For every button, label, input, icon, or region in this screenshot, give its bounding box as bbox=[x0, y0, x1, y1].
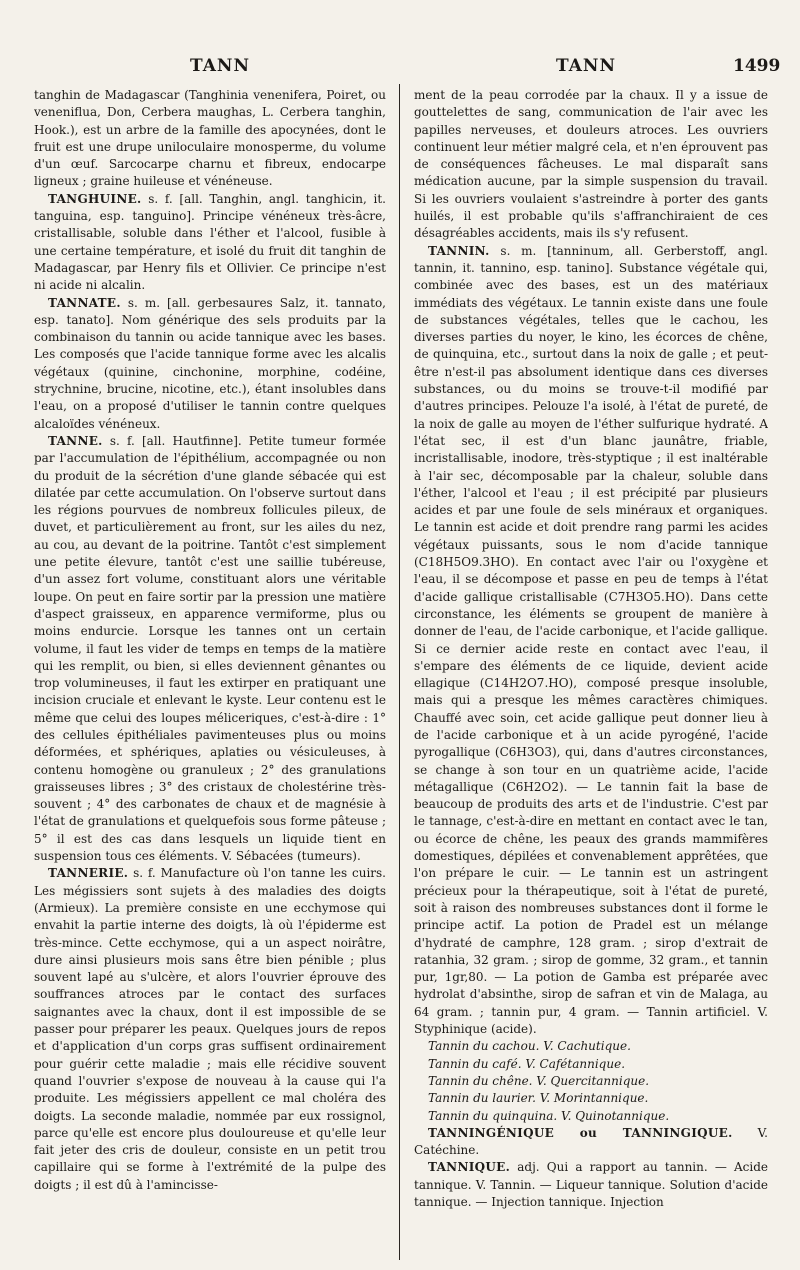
entry-text: s. f. [all. Tanghin, angl. tanghicin, it. tanguina, esp. tanguino]. Principe vénéneux très-âcre, cristallisable, soluble dans l'éther et l'alcool, fusible à une certaine température, et isolé du fruit dit tanghin de Madagascar, par Henry fils et Ollivier. Ce principe n'est ni acide ni alcalin. bbox=[34, 191, 386, 293]
continued-text: tanghin de Madagascar (Tanghinia venenifera, Poiret, ou veneniflua, Don, Cerbera maughas, L. Cerbera tanghin, Hook.), est un arbre de la famille des apocynées, dont le fruit est une drupe uniloculaire monosperme, du volume d'un œuf. Sarcocarpe charnu et fibreux, endocarpe ligneux ; graine huileuse et vénéneuse. bbox=[34, 88, 386, 189]
entry-text: s. f. Manufacture où l'on tanne les cuirs. Les mégissiers sont sujets à des maladies des doigts (Armieux). La première consiste en une ecchymose qui envahit la partie interne des doigts, là où l'épiderme est très-mince. Cette ecchymose, qui a un aspect noirâtre, dure ainsi plusieurs mois sans être bien pénible ; plus souvent lapé au s'ulcère, et alors l'ouvrier éprouve des souffrances atroces par le contact des surfaces saignantes avec la chaux, dont il est impossible de se passer pour préparer les peaux. Quelques jours de repos et d'application d'un corps gras suffisent ordinairement pour guérir cette maladie ; mais elle récidive souvent quand l'ouvrier s'expose de nouveau à la cause qui l'a produite. Les mégissiers appellent ce mal choléra des doigts. La seconde maladie, nommée par eux rossignol, parce qu'elle est encore plus douloureuse et qu'elle leur fait jeter des cris de douleur, consiste en un petit trou capillaire qui se forme à l'extrémité de la pulpe des doigts ; il est dû à l'amincisse- bbox=[34, 866, 386, 1192]
continued-text: ment de la peau corrodée par la chaux. Il y a issue de gouttelettes de sang, communication de l'air avec les papilles nerveuses, et douleurs atroces. Les ouvriers continuent leur métier malgré cela, et n'en éprouvent pas de conséquences fâcheuses. Le mal disparaît sans médication aucune, par la simple suspension du travail. Si les ouvriers voulaient s'astreindre à porter des gants huilés, il est probable qu'ils s'affranchiraient de ces désagréables accidents, mais ils s'y refusent. bbox=[414, 88, 768, 241]
column-divider bbox=[399, 84, 400, 1260]
dictionary-entry bbox=[34, 433, 386, 865]
entry-headword: TANNINGÉNIQUE ou TANNINGIQUE. bbox=[428, 1125, 733, 1140]
dictionary-entry bbox=[414, 1159, 768, 1211]
page-number: 1499 bbox=[733, 56, 781, 76]
entry-text: s. m. [all. gerbesaures Salz, it. tannato, esp. tanato]. Nom générique des sels produits par la combinaison du tannin ou acide tannique avec les bases. Les composés que l'acide tannique forme avec les alcalis végétaux (quinine, cinchonine, morphine, codéine, strychnine, brucine, nicotine, etc.), étant insolubles dans l'eau, on a proposé d'utiliser le tannin contre quelques alcaloïdes vénéneux. bbox=[34, 295, 386, 431]
dictionary-entry bbox=[414, 243, 768, 1039]
entry-text: s. m. [tanninum, all. Gerberstoff, angl. tannin, it. tannino, esp. tanino]. Substance végétale qui, combinée avec des bases, est un des matériaux immédiats des végétaux. Le tannin existe dans une foule de substances végétales, telles que le cachou, les diverses parties du noyer, le kino, les écorces de chêne, de quinquina, etc., surtout dans la noix de galle ; et peut-être n'est-il pas absolument identique dans ces diverses substances, ou du moins se trouve-t-il modifié par d'autres principes. Pelouze l'a isolé, à l'état de pureté, de la noix de galle au moyen de l'éther sulfurique hydraté. A l'état sec, il est d'un blanc jaunâtre, friable, incristallisable, inodore, très-styptique ; il est inaltérable à l'air sec, décomposable par la chaleur, soluble dans l'éther, l'alcool et l'eau ; il est précipité par plusieurs acides et par une foule de sels minéraux et organiques. Le tannin est acide et doit prendre rang parmi les acides végétaux puissants, sous le nom d'acide tannique (C18H5O9.3HO). En contact avec l'air ou l'oxygène et l'eau, il se décompose et passe en peu de temps à l'état d'acide gallique cristallisable (C7H3O5.HO). Dans cette circonstance, les éléments se groupent de manière à donner de l'eau, de l'acide carbonique, et l'acide gallique. Si ce dernier acide reste en contact avec l'eau, il s'empare des éléments de ce liquide, devient acide ellagique (C14H2O7.HO), composé presque insoluble, mais qui a presque les mêmes caractères chimiques. Chauffé avec soin, cet acide gallique peut donner lieu à de l'acide carbonique et à un acide pyrogéné, l'acide pyrogallique (C6H3O3), qui, dans d'autres circonstances, se change à son tour en un quatrième acide, l'acide métagallique (C6H2O2). — Le tannin fait la base de beaucoup de produits des arts et de l'industrie. C'est par le tannage, c'est-à-dire en mettant en contact avec le tan, ou écorce de chêne, les peaux des grands mammifères domestiques, dépilées et convenablement apprêtées, que l'on prépare le cuir. — Le tannin est un astringent précieux pour la thérapeutique, soit à l'état de pureté, soit à raison des nombreuses substances dont il forme le principe actif. La potion de Pradel est un mélange d'hydraté de camphre, 128 gram. ; sirop d'extrait de ratanhia, 32 gram. ; sirop de gomme, 32 gram., et tannin pur, 1gr,80. — La potion de Gamba est préparée avec hydrolat d'absinthe, sirop de safran et vin de Malaga, au 64 gram. ; tannin pur, 4 gram. — Tannin artificiel. V. Styphinique (acide). bbox=[414, 243, 768, 1037]
dictionary-entry bbox=[34, 191, 386, 295]
sub-entry: Tannin du laurier. V. Morintannique. bbox=[428, 1091, 649, 1106]
sub-entry: Tannin du cachou. V. Cachutique. bbox=[428, 1039, 631, 1054]
right-column bbox=[414, 87, 768, 1257]
dictionary-entry bbox=[34, 865, 386, 1194]
entry-text: s. f. [all. Hautfinne]. Petite tumeur formée par l'accumulation de l'épithélium, accompagnée ou non du produit de la sécrétion d'une glande sébacée qui est dilatée par cette accumulation. On l'observe surtout dans les régions pourvues de nombreux follicules pileux, de duvet, et particulièrement au front, sur les ailes du nez, au cou, au devant de la poitrine. Tantôt c'est simplement une petite élevure, tantôt c'est une saillie tubéreuse, d'un assez fort volume, constituant alors une véritable loupe. On peut en faire sortir par la pression une matière d'aspect graisseux, en apparence vermiforme, plus ou moins endurcie. Lorsque les tannes ont un certain volume, il faut les vider de temps en temps de la matière qui les remplit, ou bien, si elles deviennent gênantes ou trop volumineuses, il faut les extirper en pratiquant une incision cruciale et enlevant le kyste. Leur contenu est le même que celui des loupes méliceriques, c'est-à-dire : 1° des cellules épithéliales pavimenteuses plus ou moins déformées, et sphériques, aplaties ou vésiculeuses, à contenu homogène ou granuleux ; 2° des granulations graisseuses libres ; 3° des cristaux de cholestérine très-souvent ; 4° des carbonates de chaux et de magnésie à l'état de granulations et quelquefois sous forme pâteuse ; 5° il est des cas dans lesquels un liquide tient en suspension tous ces éléments. V. Sébacées (tumeurs). bbox=[34, 433, 386, 864]
sub-entry: Tannin du café. V. Cafétannique. bbox=[428, 1056, 626, 1071]
entry-headword: TANNIN. bbox=[428, 243, 490, 258]
sub-entry: Tannin du quinquina. V. Quinotannique. bbox=[428, 1108, 670, 1123]
entry-text: adj. Qui a rapport au tannin. — Acide tannique. V. Tannin. — Liqueur tannique. Solution d'acide tannique. — Injection tannique. Injection bbox=[414, 1160, 768, 1209]
sub-entry: Tannin du chêne. V. Quercitannique. bbox=[428, 1073, 650, 1088]
entry-headword: TANNERIE. bbox=[48, 866, 129, 881]
entry-text: V. Catéchine. bbox=[414, 1125, 768, 1158]
left-column bbox=[34, 87, 386, 1257]
dictionary-entry bbox=[34, 295, 386, 433]
entry-headword: TANNE. bbox=[48, 433, 103, 448]
entry-headword: TANNIQUE. bbox=[428, 1160, 511, 1175]
right-running-head: TANN bbox=[556, 56, 616, 76]
dictionary-entry bbox=[414, 1125, 768, 1160]
entry-headword: TANGHUINE. bbox=[48, 191, 142, 206]
page-header bbox=[0, 56, 800, 80]
entry-headword: TANNATE. bbox=[48, 295, 121, 310]
left-running-head: TANN bbox=[190, 56, 250, 76]
